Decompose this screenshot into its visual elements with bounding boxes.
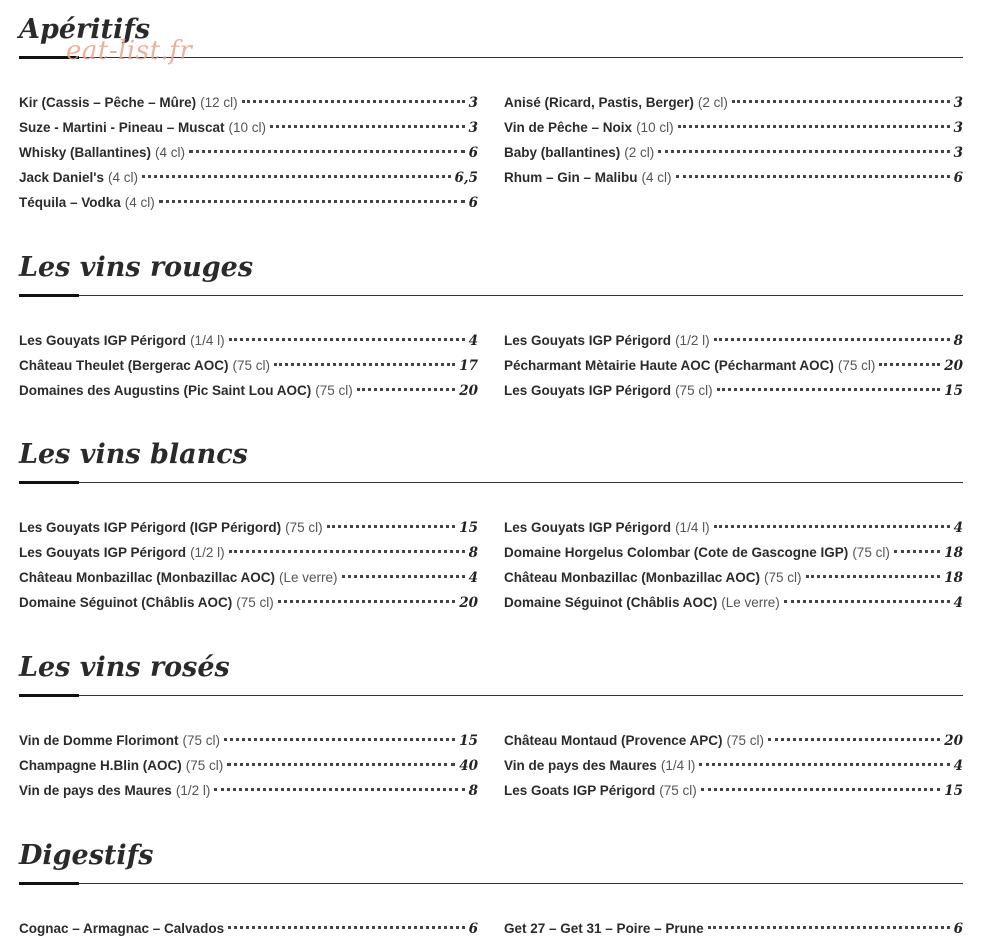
menu-item	[19, 190, 478, 215]
menu-column-right	[504, 916, 963, 941]
dot-leader	[242, 100, 465, 103]
item-quantity: (75 cl)	[315, 383, 353, 398]
item-quantity: (1/4 l)	[190, 333, 225, 348]
item-quantity: (75 cl)	[837, 358, 876, 373]
section-title: Les vins rosés	[19, 652, 230, 683]
menu-item	[19, 916, 478, 941]
section-title: Les vins rouges	[19, 252, 254, 283]
dot-leader	[894, 550, 940, 553]
dot-leader	[224, 738, 455, 741]
item-name: Champagne H.Blin (AOC)	[19, 758, 182, 773]
item-price: 4	[953, 758, 963, 774]
item-name: Domaine Séguinot (Châblis AOC)	[504, 595, 718, 610]
menu-item	[19, 515, 478, 540]
item-price: 8	[468, 545, 478, 561]
dot-leader	[327, 525, 456, 528]
item-price: 6,5	[454, 170, 478, 186]
item-price: 15	[459, 520, 478, 536]
dot-leader	[228, 926, 465, 929]
dot-leader	[229, 338, 465, 341]
section-title: Les vins blancs	[19, 439, 248, 470]
item-price: 20	[944, 358, 963, 374]
menu-item	[504, 353, 963, 378]
section-divider	[19, 481, 963, 484]
menu-item	[504, 328, 963, 353]
dot-leader	[714, 338, 950, 341]
menu-item	[504, 728, 963, 753]
menu-item	[19, 115, 478, 140]
item-price: 6	[468, 195, 478, 211]
menu-column-right	[504, 328, 963, 403]
item-name: Les Gouyats IGP Périgord	[504, 333, 672, 348]
menu-column-left	[19, 515, 478, 615]
dot-leader	[732, 100, 950, 103]
item-name: Domaine Horgelus Colombar (Cote de Gascogne IGP)	[504, 545, 849, 560]
item-name: Suze - Martini - Pineau – Muscat	[19, 120, 225, 135]
item-quantity: (75 cl)	[675, 383, 713, 398]
item-name: Château Monbazillac (Monbazillac AOC)	[19, 570, 276, 585]
item-quantity: (75 cl)	[232, 358, 271, 373]
menu-item	[504, 540, 963, 565]
item-price: 17	[459, 358, 478, 374]
item-quantity: (Le verre)	[279, 570, 338, 585]
item-name: Rhum – Gin – Malibu	[504, 170, 638, 185]
item-price: 3	[953, 95, 963, 111]
item-name: Anisé (Ricard, Pastis, Berger)	[504, 95, 694, 110]
item-price: 18	[944, 570, 963, 586]
item-quantity: (1/4 l)	[660, 758, 696, 773]
item-price: 3	[953, 120, 963, 136]
menu-column-right	[504, 728, 963, 803]
dot-leader	[806, 575, 941, 578]
item-price: 18	[944, 545, 963, 561]
section-title: Digestifs	[19, 840, 154, 871]
item-quantity: (4 cl)	[641, 170, 672, 185]
item-quantity: (75 cl)	[185, 758, 224, 773]
section-divider	[19, 294, 963, 297]
dot-leader	[159, 200, 465, 203]
item-price: 3	[468, 120, 478, 136]
item-name: Vin de pays des Maures	[504, 758, 657, 773]
dot-leader	[708, 926, 950, 929]
menu-item	[504, 90, 963, 115]
dot-leader	[658, 150, 949, 153]
menu-item	[504, 140, 963, 165]
item-quantity: (Le verre)	[721, 595, 780, 610]
menu-item	[504, 165, 963, 190]
item-price: 6	[468, 145, 478, 161]
item-quantity: (75 cl)	[659, 783, 697, 798]
item-price: 8	[468, 783, 478, 799]
item-price: 6	[953, 921, 963, 937]
dot-leader	[229, 550, 465, 553]
dot-leader	[214, 788, 464, 791]
menu-column-right	[504, 515, 963, 615]
item-name: Vin de Domme Florimont	[19, 733, 179, 748]
item-price: 8	[953, 333, 963, 349]
item-name: Château Monbazillac (Monbazillac AOC)	[504, 570, 761, 585]
item-price: 15	[944, 383, 963, 399]
item-price: 6	[468, 921, 478, 937]
item-price: 20	[944, 733, 963, 749]
item-quantity: (10 cl)	[228, 120, 267, 135]
item-name: Pécharmant Mètairie Haute AOC (Pécharmant AOC)	[504, 358, 834, 373]
dot-leader	[142, 175, 450, 178]
dot-leader	[270, 125, 465, 128]
item-name: Domaines des Augustins (Pic Saint Lou AOC)	[19, 383, 312, 398]
menu-item	[504, 565, 963, 590]
item-price: 6	[953, 170, 963, 186]
menu-item	[19, 378, 478, 403]
section-les-vins-rouges	[19, 250, 963, 399]
menu-item	[19, 328, 478, 353]
dot-leader	[678, 125, 950, 128]
item-price: 40	[459, 758, 478, 774]
dot-leader	[227, 763, 455, 766]
section-digestifs	[19, 838, 963, 937]
section-title: Apéritifs	[19, 14, 151, 45]
item-price: 3	[468, 95, 478, 111]
item-quantity: (75 cl)	[764, 570, 802, 585]
item-name: Les Gouyats IGP Périgord	[504, 383, 672, 398]
dot-leader	[699, 763, 949, 766]
item-name: Domaine Séguinot (Châblis AOC)	[19, 595, 233, 610]
dot-leader	[676, 175, 950, 178]
item-quantity: (10 cl)	[636, 120, 674, 135]
item-price: 4	[953, 595, 963, 611]
item-name: Jack Daniel's	[19, 170, 105, 185]
dot-leader	[189, 150, 465, 153]
menu-item	[19, 590, 478, 615]
menu-item	[19, 140, 478, 165]
item-price: 4	[953, 520, 963, 536]
item-quantity: (1/2 l)	[190, 545, 225, 560]
item-name: Château Montaud (Provence APC)	[504, 733, 723, 748]
section-divider	[19, 882, 963, 885]
item-name: Les Goats IGP Périgord	[504, 783, 656, 798]
item-price: 20	[459, 383, 478, 399]
item-quantity: (2 cl)	[697, 95, 728, 110]
menu-item	[504, 590, 963, 615]
item-quantity: (1/2 l)	[175, 783, 211, 798]
watermark: eat-list.fr	[66, 36, 193, 66]
item-name: Vin de Pêche – Noix	[504, 120, 633, 135]
dot-leader	[768, 738, 940, 741]
menu-item	[504, 515, 963, 540]
item-name: Téquila – Vodka	[19, 195, 121, 210]
dot-leader	[342, 575, 465, 578]
item-name: Baby (ballantines)	[504, 145, 621, 160]
menu-item	[19, 165, 478, 190]
menu-item	[19, 565, 478, 590]
section-les-vins-roses	[19, 650, 963, 799]
item-price: 20	[459, 595, 478, 611]
dot-leader	[701, 788, 940, 791]
menu-item	[504, 115, 963, 140]
menu-column-right	[504, 90, 963, 190]
menu-item	[504, 916, 963, 941]
item-name: Les Gouyats IGP Périgord (IGP Périgord)	[19, 520, 282, 535]
menu-column-left	[19, 328, 478, 403]
item-price: 4	[468, 570, 478, 586]
item-quantity: (12 cl)	[200, 95, 238, 110]
menu-item	[19, 753, 478, 778]
item-quantity: (1/4 l)	[675, 520, 710, 535]
menu-item	[19, 90, 478, 115]
item-name: Les Gouyats IGP Périgord	[19, 545, 187, 560]
item-quantity: (2 cl)	[624, 145, 655, 160]
item-quantity: (75 cl)	[285, 520, 323, 535]
dot-leader	[879, 363, 940, 366]
dot-leader	[784, 600, 950, 603]
dot-leader	[357, 388, 455, 391]
menu-item	[504, 753, 963, 778]
menu-item	[19, 540, 478, 565]
dot-leader	[714, 525, 950, 528]
item-name: Kir (Cassis – Pêche – Mûre)	[19, 95, 197, 110]
item-name: Whisky (Ballantines)	[19, 145, 152, 160]
menu-column-left	[19, 916, 478, 941]
menu-item	[504, 778, 963, 803]
item-quantity: (4 cl)	[108, 170, 139, 185]
menu-item	[19, 353, 478, 378]
item-quantity: (4 cl)	[155, 145, 186, 160]
item-quantity: (75 cl)	[852, 545, 890, 560]
item-quantity: (75 cl)	[236, 595, 274, 610]
menu-column-left	[19, 728, 478, 803]
dot-leader	[717, 388, 941, 391]
dot-leader	[278, 600, 455, 603]
item-quantity: (75 cl)	[182, 733, 221, 748]
section-les-vins-blancs	[19, 437, 963, 611]
dot-leader	[274, 363, 455, 366]
item-price: 4	[468, 333, 478, 349]
item-price: 15	[459, 733, 478, 749]
item-price: 3	[953, 145, 963, 161]
item-name: Les Gouyats IGP Périgord	[19, 333, 187, 348]
menu-item	[19, 778, 478, 803]
section-divider	[19, 694, 963, 697]
item-name: Château Theulet (Bergerac AOC)	[19, 358, 229, 373]
item-name: Cognac – Armagnac – Calvados	[19, 921, 225, 936]
item-name: Vin de pays des Maures	[19, 783, 172, 798]
item-name: Les Gouyats IGP Périgord	[504, 520, 672, 535]
item-quantity: (1/2 l)	[675, 333, 710, 348]
menu-item	[504, 378, 963, 403]
item-price: 15	[944, 783, 963, 799]
menu-column-left	[19, 90, 478, 215]
item-name: Get 27 – Get 31 – Poire – Prune	[504, 921, 704, 936]
item-quantity: (4 cl)	[124, 195, 155, 210]
item-quantity: (75 cl)	[726, 733, 765, 748]
menu-item	[19, 728, 478, 753]
